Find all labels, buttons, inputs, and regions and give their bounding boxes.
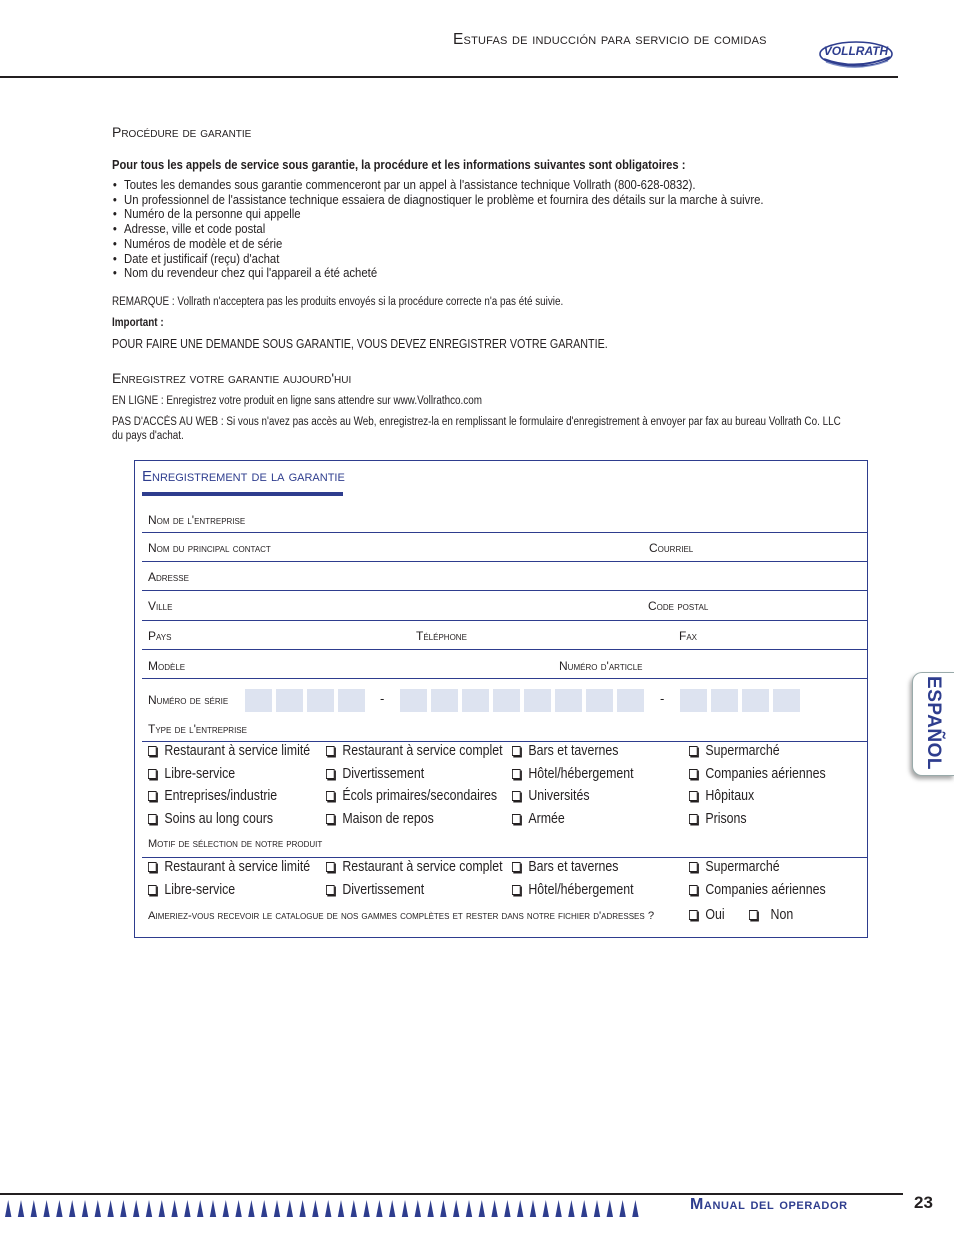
business-type-label: Type de l'entreprise: [148, 722, 247, 736]
checkbox[interactable]: [148, 814, 157, 824]
checkbox-option[interactable]: [326, 811, 434, 827]
catalog-yes-label: Oui: [705, 907, 725, 923]
register-no-web-text: PAS D'ACCÈS AU WEB : Si vous n'avez pas accès au Web, enregistrez-la en remplissant le formulaire d'enregistrement à envoyer par fax au bureau Vollrath Co. LLC: [112, 416, 841, 428]
checkbox-label: Restaurant à service limité: [164, 743, 311, 759]
field-rule: [142, 561, 868, 562]
logo-text: VOLLRATH: [823, 44, 889, 58]
footer-triangle: [632, 1200, 638, 1217]
checkbox-option[interactable]: [326, 859, 503, 875]
important-text: POUR FAIRE UNE DEMANDE SOUS GARANTIE, VOUS DEVEZ ENREGISTRER VOTRE GARANTIE.: [112, 337, 608, 351]
checkbox[interactable]: [326, 862, 335, 872]
checkbox-option[interactable]: [512, 811, 565, 827]
footer-triangle: [581, 1200, 587, 1217]
remark-text: REMARQUE : Vollrath n'acceptera pas les produits envoyés si la procédure correcte n'a pas été suivie.: [112, 296, 564, 308]
vollrath-logo: [818, 37, 894, 69]
serial-digit-box[interactable]: [742, 689, 769, 712]
footer-triangle: [120, 1200, 126, 1217]
checkbox-option[interactable]: [512, 743, 618, 759]
checkbox-option[interactable]: [148, 859, 310, 875]
checkbox-option[interactable]: [689, 766, 826, 782]
checkbox[interactable]: [512, 885, 521, 895]
header-title: Estufas de inducción para servicio de comidas: [453, 31, 767, 48]
footer-triangle: [235, 1200, 241, 1217]
checkbox[interactable]: [749, 910, 758, 920]
checkbox-option[interactable]: [689, 811, 747, 827]
checkbox[interactable]: [148, 791, 157, 801]
field-rule: [142, 532, 868, 533]
checkbox-option[interactable]: [148, 788, 277, 804]
footer-triangle: [594, 1200, 600, 1217]
checkbox-option[interactable]: [689, 743, 780, 759]
serial-digit-box[interactable]: [524, 689, 551, 712]
checkbox[interactable]: [689, 791, 698, 801]
footer-triangle: [107, 1200, 113, 1217]
checkbox[interactable]: [512, 791, 521, 801]
checkbox-label: Armée: [528, 811, 565, 828]
checkbox[interactable]: [326, 885, 335, 895]
footer-triangle: [56, 1200, 62, 1217]
footer-decorative-triangles: [2, 1198, 644, 1218]
footer-triangle: [69, 1200, 75, 1217]
procedure-bullet-list: [112, 178, 764, 281]
model-label: Modèle: [148, 659, 186, 673]
checkbox-option[interactable]: [326, 788, 497, 804]
footer-triangle: [619, 1200, 625, 1217]
postal-code-label: Code postal: [648, 599, 709, 613]
page-number: 23: [914, 1193, 933, 1212]
checkbox[interactable]: [326, 791, 335, 801]
footer-triangle: [351, 1200, 357, 1217]
footer-triangle: [427, 1200, 433, 1217]
checkbox-label: Hôtel/hébergement: [528, 881, 634, 898]
checkbox-option[interactable]: [148, 743, 310, 759]
checkbox-label: Universités: [528, 788, 590, 805]
footer-triangle: [363, 1200, 369, 1217]
footer-triangle: [18, 1200, 24, 1217]
footer-triangle: [568, 1200, 574, 1217]
serial-digit-box[interactable]: [462, 689, 489, 712]
footer-triangle: [555, 1200, 561, 1217]
footer-triangle: [159, 1200, 165, 1217]
language-tab-label: ESPAÑOL: [923, 676, 944, 770]
checkbox-option[interactable]: [148, 766, 235, 782]
footer-triangle: [466, 1200, 472, 1217]
checkbox-option[interactable]: [689, 788, 754, 804]
checkbox-option[interactable]: [326, 766, 424, 782]
checkbox-option[interactable]: [326, 743, 503, 759]
serial-number-label: Numéro de série: [148, 693, 229, 707]
contact-name-label: Nom du principal contact: [148, 541, 271, 555]
checkbox[interactable]: [512, 862, 521, 872]
list-item: • Numéros de modèle et de série: [112, 237, 764, 252]
address-label: Adresse: [148, 570, 189, 584]
checkbox[interactable]: [689, 769, 698, 779]
checkbox-label: Bars et tavernes: [528, 743, 619, 759]
footer-triangle: [133, 1200, 139, 1217]
footer-triangle: [248, 1200, 254, 1217]
field-rule: [142, 678, 868, 679]
checkbox-label: Entreprises/industrie: [164, 788, 278, 805]
serial-separator: -: [380, 691, 385, 706]
serial-digit-box[interactable]: [276, 689, 303, 712]
checkbox[interactable]: [512, 814, 521, 824]
serial-digit-box[interactable]: [711, 689, 738, 712]
checkbox-label: Libre-service: [164, 881, 236, 898]
footer-triangle: [287, 1200, 293, 1217]
checkbox-option[interactable]: [148, 811, 273, 827]
footer-triangle: [415, 1200, 421, 1217]
checkbox-option[interactable]: [326, 882, 424, 898]
register-no-web-text-2: du pays d'achat.: [112, 430, 184, 442]
catalog-no-label: Non: [770, 907, 794, 923]
footer-triangle: [146, 1200, 152, 1217]
footer-triangle: [223, 1200, 229, 1217]
footer-triangle: [184, 1200, 190, 1217]
field-rule: [142, 620, 868, 621]
procedure-heading: Procédure de garantie: [112, 124, 252, 140]
footer-triangle: [82, 1200, 88, 1217]
serial-digit-box[interactable]: [245, 689, 272, 712]
form-title: Enregistrement de la garantie: [142, 468, 345, 485]
footer-triangle: [607, 1200, 613, 1217]
footer-triangle: [261, 1200, 267, 1217]
serial-digit-box[interactable]: [586, 689, 613, 712]
checkbox-option[interactable]: [148, 882, 235, 898]
footer-triangle: [197, 1200, 203, 1217]
checkbox-label: Hôtel/hébergement: [528, 765, 634, 782]
footer-triangle: [491, 1200, 497, 1217]
email-label: Courriel: [649, 541, 694, 555]
checkbox-label: Restaurant à service limité: [164, 859, 311, 875]
footer-triangle: [338, 1200, 344, 1217]
checkbox-label: Restaurant à service complet: [342, 743, 503, 759]
footer-triangle: [312, 1200, 318, 1217]
checkbox-label: Supermarché: [705, 743, 780, 759]
checkbox-label: Supermarché: [705, 859, 780, 875]
checkbox-label: Maison de repos: [342, 811, 434, 828]
list-item: • Adresse, ville et code postal: [112, 222, 764, 237]
checkbox[interactable]: [689, 746, 698, 756]
checkbox-label: Divertissement: [342, 765, 425, 782]
serial-digit-box[interactable]: [338, 689, 365, 712]
fax-label: Fax: [679, 629, 698, 643]
footer-triangle: [171, 1200, 177, 1217]
checkbox-option[interactable]: [512, 859, 618, 875]
checkbox-label: Companies aériennes: [705, 881, 826, 898]
footer-triangle: [440, 1200, 446, 1217]
footer-triangle: [43, 1200, 49, 1217]
checkbox-label: Écols primaires/secondaires: [342, 788, 498, 805]
reason-label: Motif de sélection de notre produit: [148, 838, 323, 850]
checkbox-label: Soins au long cours: [164, 811, 274, 828]
footer-rule: [0, 1193, 903, 1195]
header-rule: [0, 76, 898, 78]
footer-triangle: [530, 1200, 536, 1217]
footer-triangle: [453, 1200, 459, 1217]
field-rule: [142, 590, 868, 591]
checkbox-label: Divertissement: [342, 881, 425, 898]
serial-digit-box[interactable]: [493, 689, 520, 712]
checkbox[interactable]: [326, 769, 335, 779]
serial-digit-box[interactable]: [307, 689, 334, 712]
field-rule: [142, 857, 868, 858]
catalog-question: Aimeriez-vous recevoir le catalogue de nos gammes complètes et rester dans notre fichier d'adresses ?: [148, 910, 655, 922]
checkbox[interactable]: [148, 769, 157, 779]
form-title-underline: [142, 492, 343, 496]
serial-digit-box[interactable]: [555, 689, 582, 712]
list-item: • Toutes les demandes sous garantie commenceront par un appel à l'assistance technique Vollrath (800-628-0832).: [112, 178, 764, 193]
checkbox-label: Restaurant à service complet: [342, 859, 503, 875]
checkbox-label: Hôpitaux: [705, 788, 755, 805]
catalog-yes-option[interactable]: [689, 907, 725, 923]
checkbox[interactable]: [689, 814, 698, 824]
checkbox-option[interactable]: [512, 882, 634, 898]
footer-triangle: [5, 1200, 11, 1217]
footer-triangle: [274, 1200, 280, 1217]
country-label: Pays: [148, 629, 172, 643]
footer-triangle: [479, 1200, 485, 1217]
list-item: • Date et justificaif (reçu) d'achat: [112, 252, 764, 267]
checkbox[interactable]: [148, 746, 157, 756]
footer-triangle: [389, 1200, 395, 1217]
item-number-label: Numéro d'article: [559, 659, 643, 673]
checkbox-label: Companies aériennes: [705, 765, 826, 782]
footer-triangle: [517, 1200, 523, 1217]
field-rule: [142, 649, 868, 650]
checkbox-option[interactable]: [512, 788, 590, 804]
checkbox[interactable]: [512, 746, 521, 756]
company-name-label: Nom de l'entreprise: [148, 513, 246, 527]
checkbox[interactable]: [326, 746, 335, 756]
footer-triangle: [376, 1200, 382, 1217]
checkbox[interactable]: [148, 862, 157, 872]
footer-triangle: [95, 1200, 101, 1217]
checkbox-label: Libre-service: [164, 765, 236, 782]
serial-digit-box[interactable]: [680, 689, 707, 712]
footer-triangle: [504, 1200, 510, 1217]
checkbox[interactable]: [326, 814, 335, 824]
footer-triangle: [299, 1200, 305, 1217]
checkbox[interactable]: [689, 885, 698, 895]
serial-digit-box[interactable]: [431, 689, 458, 712]
checkbox-label: Bars et tavernes: [528, 859, 619, 875]
checkbox[interactable]: [512, 769, 521, 779]
checkbox-option[interactable]: [689, 859, 780, 875]
footer-triangle: [210, 1200, 216, 1217]
checkbox[interactable]: [689, 910, 698, 920]
field-rule: [142, 741, 868, 742]
footer-triangle: [402, 1200, 408, 1217]
footer-title: Manual del operador: [690, 1196, 848, 1213]
important-label: Important :: [112, 317, 164, 329]
list-item: • Nom du revendeur chez qui l'appareil a été acheté: [112, 266, 764, 281]
checkbox-label: Prisons: [705, 811, 747, 828]
list-item: • Numéro de la personne qui appelle: [112, 207, 764, 222]
checkbox-option[interactable]: [512, 766, 634, 782]
footer-triangle: [543, 1200, 549, 1217]
register-online-text: EN LIGNE : Enregistrez votre produit en ligne sans attendre sur www.Vollrathco.com: [112, 395, 482, 407]
city-label: Ville: [148, 599, 173, 613]
procedure-intro: Pour tous les appels de service sous garantie, la procédure et les informations suivantes sont obligatoires :: [112, 157, 686, 172]
serial-separator: -: [660, 691, 665, 706]
phone-label: Téléphone: [416, 629, 467, 643]
checkbox-option[interactable]: [689, 882, 826, 898]
footer-triangle: [31, 1200, 37, 1217]
catalog-no-option[interactable]: [749, 907, 793, 923]
footer-triangle: [325, 1200, 331, 1217]
checkbox[interactable]: [689, 862, 698, 872]
serial-digit-box[interactable]: [400, 689, 427, 712]
list-item: • Un professionnel de l'assistance technique essaiera de diagnostiquer le problème et fournira des détails sur la marche à suivre.: [112, 193, 764, 208]
serial-digit-box[interactable]: [617, 689, 644, 712]
checkbox[interactable]: [148, 885, 157, 895]
register-heading: Enregistrez votre garantie aujourd'hui: [112, 370, 352, 386]
serial-digit-box[interactable]: [773, 689, 800, 712]
